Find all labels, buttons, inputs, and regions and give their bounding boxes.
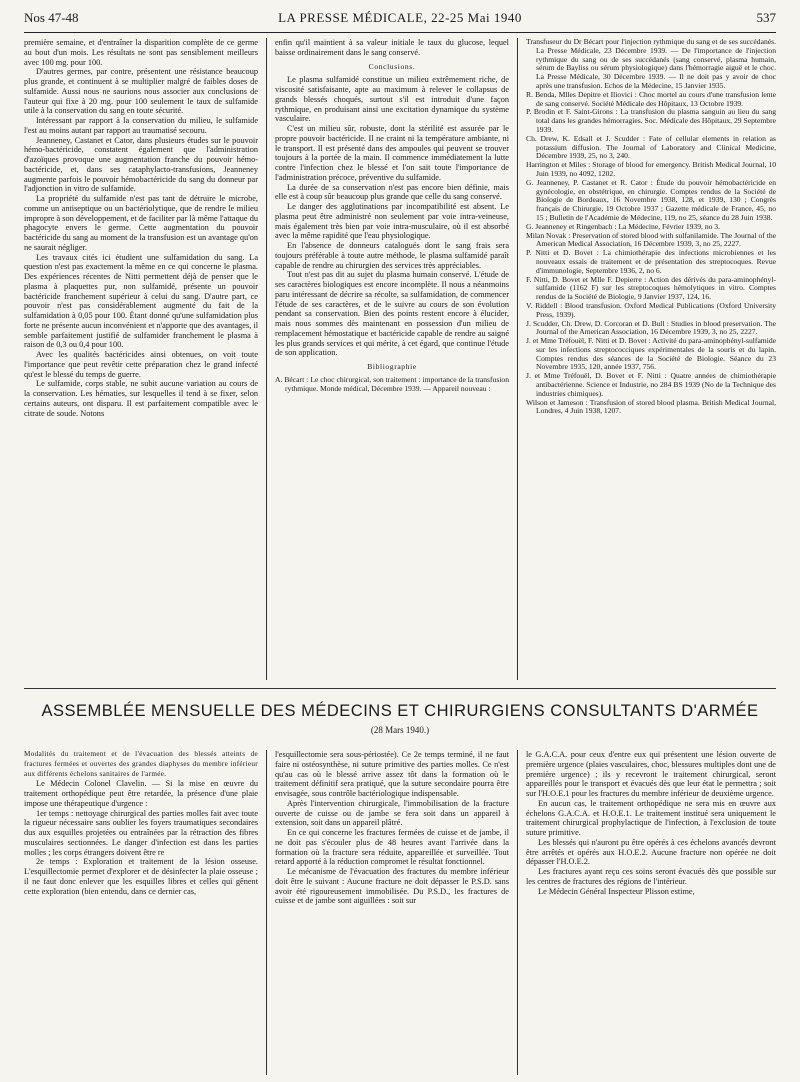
paragraph: En aucun cas, le traitement orthopédique ne sera mis en œuvre aux échelons G.A.C.A. et H.O.E.1. Le traitement institué sera uniquement le traitement chirurgical prophylactique de l'infection, à l'exclusion de toute suture primitive. (526, 798, 776, 837)
reference-entry: P. Brodin et F. Saint-Girons : La transfusion du plasma sanguin au lieu du sang total dans les grandes hémorragies. Soc. Médicale des Hôpitaux, 29 Septembre 1939. (526, 107, 776, 134)
article2-column-2 (275, 750, 509, 1075)
reference-entry: F. Nitti, D. Bovet et Mlle F. Depierre : Action des dérivés du para-aminophényl-sulfamide (1162 F) sur les streptocoques hémolytiques in vitro. Comptes rendus de la Société de Biologie, 9 Janvier 1937, 124, 16. (526, 274, 776, 302)
paragraph: 2e temps : Exploration et traitement de la lésion osseuse. L'esquillectomie permet d'explorer et de désinfecter la plaie osseuse ; il ne faut donc enlever que les esquilles libres et celles qui gênent cette exploration (bien entendu, dans ce dernier cas, (24, 857, 258, 896)
reference-entry: Ch. Drew, K. Edsall et J. Scudder : Fate of cellular elements in relation as potassium diffusion. The Journal of Laboratory and Clinical Medicine, Décembre 1939, 25, no 3, 240. (526, 133, 776, 161)
reference-entry: G. Jeanneney, P. Castanet et R. Cator : Étude du pouvoir hémobactéricide en gynécologie, en obstétrique, en chirurgie. Comptes rendus de la Société de Biologie de Bordeaux, 16 Novembre 1938, 128, et 1939, 130 ; Congrès français de Chirurgie, 19 Octobre 1937 ; Gazette médicale de France, 45, no 15 ; Bulletin de l'Académie de Médecine, 119, no 25, séance du 28 Juin 1938. (526, 177, 776, 222)
section-rule (24, 688, 776, 689)
paragraph: Le mécanisme de l'évacuation des fractures du membre inférieur doit être le suivant : Aucune fracture ne doit dépasser le P.S.D. sans avoir été rigoureusement immobilisée. Du P.S.D., les fractures de cuisse et de jambe sont aiguillées : soit sur (275, 867, 509, 906)
reference-entry: A. Bécart : Le choc chirurgical, son traitement : importance de la transfusion rythmique. Monde médical, Décembre 1939. — Appareil nouveau : (275, 374, 509, 393)
article2-column-1 (24, 750, 258, 1075)
reference-entry: Milan Novak : Preservation of stored blood with sulfanilamide. The Journal of the American Medical Association, 16 Décembre 1939, 3, no 25, 2227. (526, 230, 776, 249)
article2-column-3 (526, 750, 776, 1075)
paragraph: Les travaux cités ici étudient une sulfamidation du sang. La question n'est pas exactement la même en ce qui concerne le plasma. Des expériences récentes de Nitti permettent déjà de penser que le plasma à plaquettes pur, non sulfamidé, présente un pouvoir bactéricide franchement supérieur à celui du sang. D'autre part, ce pouvoir n'est pas considérablement augmenté du fait de la sulfamidation à 0,05 pour 100. Étant donné qu'une sulfamidation plus forte ne présente aucun inconvénient et n'apporte que des avantages, il semble parfaitement justifié de sulfamider franchement le plasma à raison de 0,3 ou 0,4 pour 100. (24, 252, 258, 350)
reference-entry: R. Benda, Mlles Depitre et Iliovici : Choc mortel au cours d'une transfusion lente de sang conservé. Société Médicale des Hôpitaux, 13 Octobre 1939. (526, 89, 776, 108)
paragraph: La durée de sa conservation n'est pas encore bien définie, mais elle est à coup sûr beaucoup plus grande que celle du sang conservé. (275, 182, 509, 202)
page-number: 537 (756, 10, 776, 25)
paragraph: l'esquillectomie sera sous-périostée). Ce 2e temps terminé, il ne faut faire ni ostéosynthèse, ni suture primitive des parties molles. Ce n'est qu'au cas où le blessé arrive assez tôt dans la formation où le traitement définitif sera pratiqué, que la suture secondaire pourra être envisagée, sous contrôle bactériologique indispensable. (275, 750, 509, 798)
paragraph: C'est un milieu sûr, robuste, dont la stérilité est assurée par le propre pouvoir bactéricide. Il ne craint ni la température ambiante, ni le transport. Il est présenté dans des ampoules qui peuvent se trouver toujours à la portée de la main. Il commence immédiatement la lutte contre l'infection chez le blessé et l'on sait toute l'importance de l'administration précoce, préventive du sulfamide. (275, 124, 509, 182)
paragraph: D'autres germes, par contre, présentent une résistance beaucoup plus grande, et continuent à se multiplier malgré de faibles doses de sulfamide. Aussi nous ne saurions nous associer aux conclusions de l'auteur qui fixe à 20 mg. pour 100 seulement le taux de sulfamide utile à la conservation du sang en toute sécurité. (24, 67, 258, 116)
column-divider (517, 750, 518, 1075)
reference-entry: G. Jeanneney et Ringenbach : La Médecine, Février 1939, no 3. (526, 221, 721, 231)
reference-entry: J. et Mme Tréfouël, F. Nitti et D. Bovet : Activité du para-aminophényl-sulfamide sur les infections streptococciques expérimentales de la souris et du lapin. Comptes rendus des séances de la Société de Biologie. Séance du 23 Novembre 1935, 120, année 1937, 756. (526, 336, 776, 372)
subsection-heading: Modalités du traitement et de l'évacuation des blessés atteints de fractures fermées et ouvertes des grandes diaphyses du membre inférieur aux différents échelons sanitaires de l'armée. (24, 750, 258, 778)
paragraph: le G.A.C.A. pour ceux d'entre eux qui présentent une lésion ouverte de première urgence (plaies vasculaires, choc, blessures multiples dont une de première urgence) ; ils y recevront le traitement chirurgical, seront appareillés pour le transport et évacués dès que leur état le permettra ; soit sur l'H.O.E.1 pour les fractures du membre inférieur de deuxième urgence. (526, 750, 776, 798)
section-heading-bibliography: Bibliographie (367, 362, 417, 371)
paragraph: La propriété du sulfamide n'est pas tant de détruire le microbe, comme un antiseptique ou un bactériolytique, que de rendre le milieu impropre à son développement, et de faciliter par là même l'attaque du phagocyte envers le germe. Cette augmentation du pouvoir bactéricide du sang au moment de la transfusion est un avantage qu'on ne saurait négliger. (24, 194, 258, 252)
paragraph: Le Médecin Général Inspecteur Plisson estime, (538, 886, 695, 896)
reference-entry: J. Scudder, Ch. Drew, D. Corcoran et D. Bull : Studies in blood preservation. The Journal of the American Association, 16 Décembre 1939, 3, no 25, 2227. (526, 318, 776, 337)
reference-entry: V. Riddell : Blood transfusion. Oxford Medical Publications (Oxford University Press, 1939). (526, 300, 776, 319)
paragraph: enfin qu'il maintient à sa valeur initiale le taux du glucose, lequel baisse ordinairement dans le sang conservé. (275, 38, 509, 57)
article1-column-1 (24, 38, 258, 680)
journal-title-date: LA PRESSE MÉDICALE, 22-25 Mai 1940 (278, 10, 522, 25)
paragraph: Les fractures ayant reçu ces soins seront évacués dès que possible sur les centres de fractures des régions de l'intérieur. (526, 867, 776, 886)
reference-entry: Harrington et Miles : Storage of blood for emergency. British Medical Journal, 10 Juin 1939, no 4092, 1202. (526, 160, 776, 178)
paragraph: Le sulfamide, corps stable, ne subit aucune variation au cours de la conservation. Les hématies, sur lesquelles il tend à se fixer, selon certains auteurs, ont disparu. Il est parfaitement compatible avec le citrate de soude. Notons (24, 379, 258, 418)
paragraph: En ce qui concerne les fractures fermées de cuisse et de jambe, il ne doit pas s'écouler plus de 48 heures avant l'arrivée dans la formation où la fracture sera réduite, appareillée et surveillée. Tout retard apporté à la réduction compromet le résultat fonctionnel. (275, 828, 509, 867)
article2-title: ASSEMBLÉE MENSUELLE DES MÉDECINS ET CHIRURGIENS CONSULTANTS D'ARMÉE (41, 702, 759, 720)
paragraph: Les blessés qui n'auront pu être opérés à ces échelons avancés devront être arrêtés et opérés aux H.O.E.2. Aucune fracture non opérée ne doit dépasser l'H.O.E.2. (526, 837, 776, 867)
paragraph: Le Médecin Colonel Clavelin. — Si la mise en œuvre du traitement orthopédique peut être retardée, la présence d'une plaie impose une thérapeutique d'urgence : (24, 779, 258, 808)
article2-date: (28 Mars 1940.) (370, 725, 430, 735)
paragraph: Le plasma sulfamidé constitue un milieu extrêmement riche, de viscosité satisfaisante, apte au maximum à relever le collapsus de grands blessés choqués, surtout s'il est introduit d'une façon rythmique, en produisant ainsi une excitation dynamique du système vasculaire. (275, 75, 509, 124)
article1-column-2 (275, 38, 509, 680)
paragraph: Tout n'est pas dit au sujet du plasma humain conservé. L'étude de ses caractères biologiques est encore incomplète. Il nous a néanmoins paru intéressant de décrire sa récolte, sa sulfamidation, de commencer l'étude de ses caractères, et de le suivre au cours de son évolution pendant sa conservation. Bien des points restent encore à élucider, mais nous sommes dès maintenant en possession d'un milieu de remplacement hémostatique et bactéricide capable de rendre au saigné les plus grands services et qui mérite, à cet égard, que continue l'étude de son application. (275, 270, 509, 358)
article1-column-3 (526, 38, 776, 680)
paragraph: première semaine, et d'entraîner la disparition complète de ce germe au bout d'un mois. Les résultats ne sont pas sensiblement meilleurs avec 100 mg. pour 100. (24, 38, 258, 67)
reference-entry: J. et Mme Tréfouël, D. Bovet et F. Nitti : Quatre années de chimiothérapie antibactérienne. Science et Industrie, no 284 BS 1939 (No de la Technique des industries chimiques). (526, 371, 776, 398)
reference-entry: P. Nitti et D. Bovet : La chimiothérapie des infections microbiennes et les nouveaux essais de traitement et de présentation des streptocoques. Revue d'immunologie, Septembre 1936, 2, no 6. (526, 248, 776, 275)
paragraph: Après l'intervention chirurgicale, l'immobilisation de la fracture ouverte de cuisse ou de jambe se fera soit dans un appareil à extension, soit dans un appareil plâtré. (275, 798, 509, 828)
paragraph: Jeanneney, Castanet et Cator, dans plusieurs études sur le pouvoir hémo-bactéricide, constatent également que l'administration d'azoïques provoque une augmentation franche du pouvoir hémo-bactéricide, et, dans ses cataphylacto-transfusions, Jeanneney augmente parfois le pouvoir hémobactéricide du sang du donneur par l'adjonction in vitro de sulfamide. (24, 135, 258, 194)
paragraph: Intéressant par rapport à la conservation du milieu, le sulfamide l'est au moins autant par rapport au traumatisé secouru. (24, 116, 258, 135)
section-heading-conclusions: Conclusions. (368, 61, 416, 71)
reference-entry: Wilson et Jameson : Transfusion of stored blood plasma. British Medical Journal, Londres, 4 Juin 1938, 1207. (526, 397, 776, 416)
paragraph: Le danger des agglutinations par incompatibilité est absent. Le plasma peut être administré non seulement par voie intra-veineuse, mais également très bien par voie intra-musculaire, où il est absorbé avec la même rapidité que l'eau physiologique. (275, 202, 509, 241)
paragraph: Avec les qualités bactéricides ainsi obtenues, on voit toute l'importance que peut revêtir cette préparation chez le grand infecté qu'est le blessé du temps de guerre. (24, 350, 258, 379)
column-divider (517, 38, 518, 680)
paragraph: En l'absence de donneurs catalogués dont le sang frais sera toujours préférable à toute autre méthode, le plasma sulfamidé paraît capable de rendre au chirurgien des services très appréciables. (275, 241, 509, 270)
paragraph: 1er temps : nettoyage chirurgical des parties molles fait avec toute la rigueur nécessaire sans oublier les foyers traumatiques secondaires dus aux esquilles projetées ou entraînées par la rétraction des fibres musculaires sectionnées. Le danger d'infection est dans les parties molles ; les corps étrangers doivent être re (24, 808, 258, 857)
issue-number: Nos 47-48 (24, 10, 79, 25)
column-divider (266, 38, 267, 680)
running-header (24, 6, 776, 33)
reference-entry: Transfuseur du Dr Bécart pour l'injection rythmique du sang et de ses succédanés. La Presse Médicale, 23 Décembre 1939. — De l'importance de l'injection rythmique du sang ou de ses succédanés (sang conservé, plasma humain, sérum de Bayliss ou sérum physiologique) dans l'hémorragie aiguë et le choc. La Presse Médicale, 30 Décembre 1939. — Il ne doit pas y avoir de choc après une transfusion. Echos de la Médecine, 15 Janvier 1935. (526, 38, 776, 90)
column-divider (266, 750, 267, 1075)
